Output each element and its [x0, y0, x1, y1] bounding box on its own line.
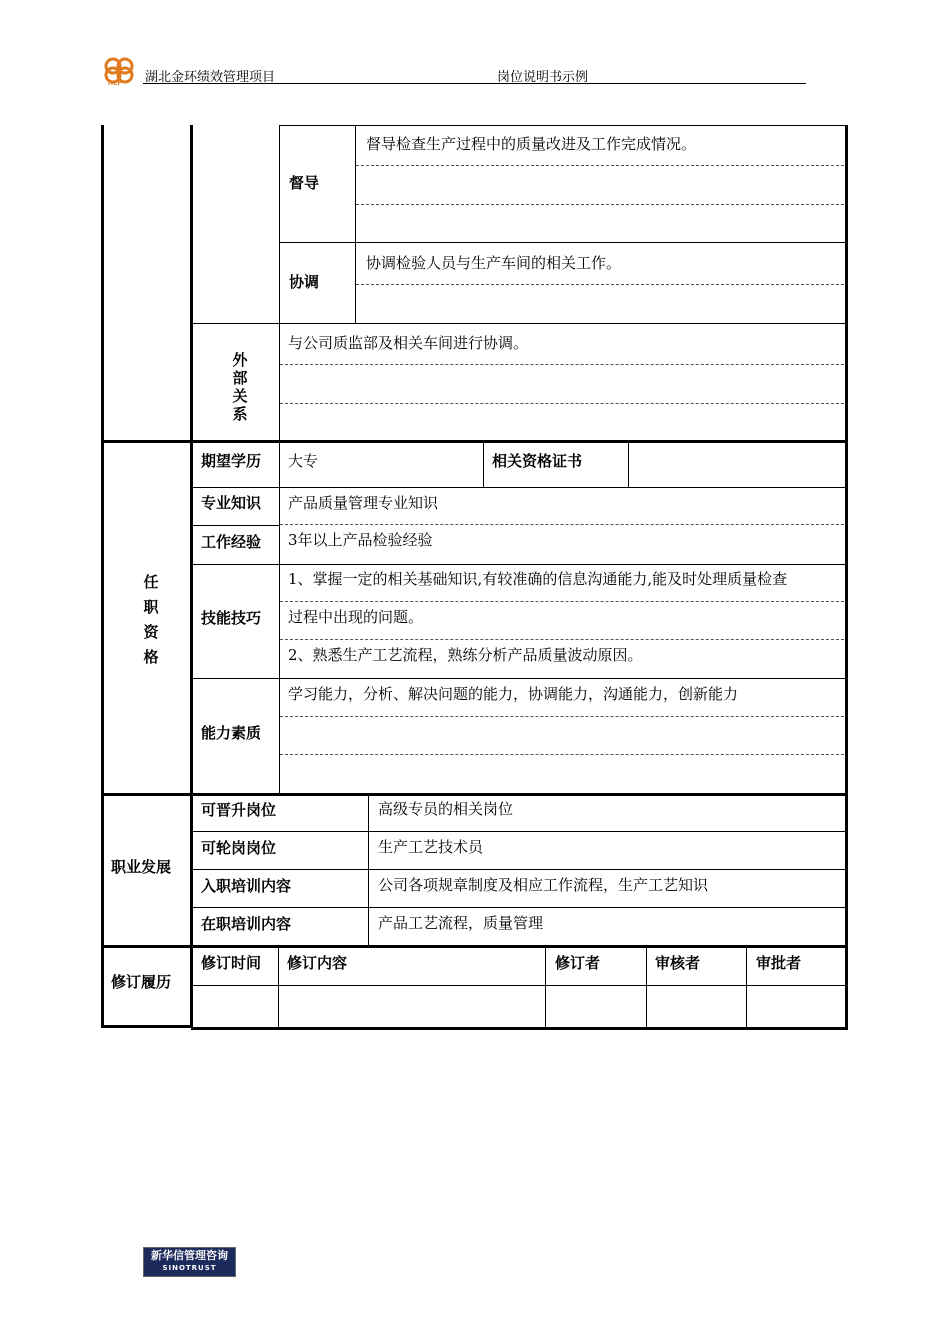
- ability-label: 能力素质: [201, 724, 262, 742]
- footer-brand-cn: 新华信管理咨询: [151, 1249, 228, 1262]
- dash-10: [280, 754, 844, 755]
- col-line-cert-a: [483, 441, 484, 487]
- col-line-rev-3: [646, 946, 647, 1028]
- education-value: 大专: [288, 452, 319, 470]
- project-name: 湖北金环绩效管理项目: [145, 70, 276, 85]
- career-row-value: 公司各项规章制度及相应工作流程，生产工艺知识: [378, 876, 709, 894]
- skills-label: 技能技巧: [201, 609, 262, 627]
- dash-5: [280, 403, 844, 404]
- col-line-2-top: [279, 125, 280, 441]
- col-line-cert-b: [628, 441, 629, 487]
- col-line-1: [190, 125, 193, 1028]
- dash-8: [280, 639, 844, 640]
- header-rule: [143, 83, 806, 84]
- career-row-label: 入职培训内容: [201, 877, 292, 895]
- career-row-label: 在职培训内容: [201, 915, 292, 933]
- dash-7: [280, 601, 844, 602]
- supervise-text: 督导检查生产过程中的质量改进及工作完成情况。: [366, 135, 697, 153]
- col-line-3-top: [355, 125, 356, 323]
- table-border-top: [279, 125, 845, 126]
- row-line-know: [191, 525, 280, 526]
- col-line-2-qual: [279, 441, 280, 794]
- career-row-label: 可轮岗岗位: [201, 839, 277, 857]
- section-line-qual: [101, 440, 848, 443]
- career-section-label: 职业发展: [111, 858, 172, 876]
- supervise-label: 督导: [289, 174, 320, 192]
- dash-4: [280, 364, 844, 365]
- skills-line-2: 过程中出现的问题。: [288, 608, 424, 626]
- career-row-value: 高级专员的相关岗位: [378, 800, 514, 818]
- coordinate-text: 协调检验人员与生产车间的相关工作。: [366, 254, 622, 272]
- table-border-bottom-left: [101, 1025, 191, 1028]
- external-text: 与公司质监部及相关车间进行协调。: [288, 334, 529, 352]
- row-line-rev: [191, 985, 845, 986]
- dash-3: [356, 284, 844, 285]
- table-border-right: [845, 125, 848, 1030]
- revision-col-checker: 审核者: [655, 954, 701, 972]
- revision-col-content: 修订内容: [287, 954, 348, 972]
- career-row-value: 产品工艺流程，质量管理: [378, 914, 544, 932]
- knowledge-value: 产品质量管理专业知识: [288, 494, 439, 512]
- row-line-c2: [191, 869, 845, 870]
- qualifications-section-label: 任职资格: [143, 573, 159, 666]
- footer-brand-logo: [143, 1247, 236, 1277]
- career-row-label: 可晋升岗位: [201, 801, 277, 819]
- col-line-rev-4: [746, 946, 747, 1028]
- dash-6: [280, 524, 844, 525]
- logo-text: HCF: [108, 80, 122, 87]
- coordinate-label: 协调: [289, 273, 320, 291]
- row-line-c1: [191, 831, 845, 832]
- revision-col-reviser: 修订者: [555, 954, 601, 972]
- career-row-value: 生产工艺技术员: [378, 838, 484, 856]
- col-line-career: [368, 794, 369, 946]
- row-line-edu: [191, 487, 845, 488]
- education-label: 期望学历: [201, 452, 262, 470]
- dash-2: [356, 204, 844, 205]
- ability-value: 学习能力，分析、解决问题的能力，协调能力，沟通能力，创新能力: [288, 685, 739, 703]
- col-line-rev-1: [278, 946, 279, 1028]
- dash-1: [356, 165, 844, 166]
- row-line-skill: [191, 678, 845, 679]
- section-line-career: [101, 793, 848, 796]
- row-line-a: [279, 242, 845, 243]
- revision-col-approver: 审批者: [756, 954, 802, 972]
- section-line-revision: [101, 945, 848, 948]
- row-line-exp: [191, 564, 845, 565]
- table-border-left: [101, 125, 104, 1025]
- col-line-rev-2: [545, 946, 546, 1028]
- row-line-c3: [191, 907, 845, 908]
- knowledge-label: 专业知识: [201, 494, 262, 512]
- revision-col-time: 修订时间: [201, 954, 262, 972]
- experience-label: 工作经验: [201, 533, 262, 551]
- revision-section-label: 修订履历: [111, 973, 172, 991]
- experience-value: 3年以上产品检验经验: [288, 531, 433, 549]
- table-border-bottom: [191, 1027, 848, 1030]
- external-label: 外部关系: [232, 351, 248, 423]
- footer-brand-en: SINOTRUST: [162, 1264, 217, 1272]
- cert-label: 相关资格证书: [492, 452, 583, 470]
- skills-line-1: 1、掌握一定的相关基础知识,有较准确的信息沟通能力,能及时处理质量检查: [288, 570, 788, 588]
- row-line-b: [191, 323, 845, 324]
- skills-line-3: 2、熟悉生产工艺流程，熟练分析产品质量波动原因。: [288, 646, 643, 664]
- dash-9: [280, 716, 844, 717]
- document-title: 岗位说明书示例: [497, 70, 589, 85]
